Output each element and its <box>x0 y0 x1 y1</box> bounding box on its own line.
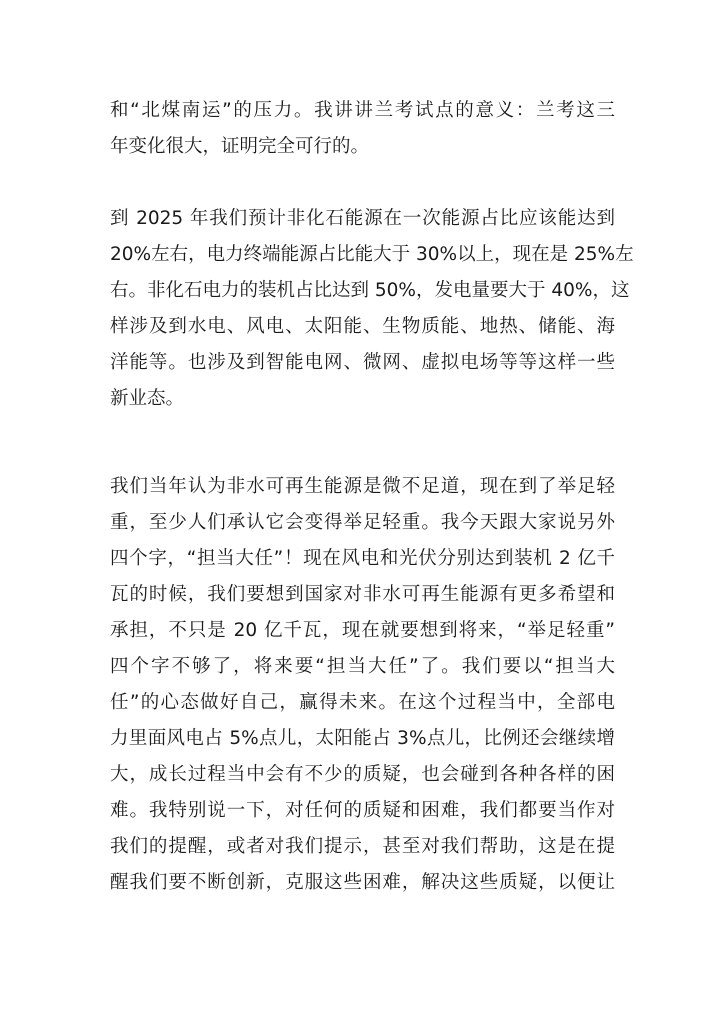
text-line: 和“北煤南运”的压力。我讲讲兰考试点的意义：兰考这三 <box>110 100 615 121</box>
text-line: 20%左右，电力终端能源占比能大于 30%以上，现在是 25%左 <box>110 244 634 265</box>
text-line: 我们的提醒，或者对我们提示，甚至对我们帮助，这是在提 <box>110 836 615 857</box>
text-line: 重，至少人们承认它会变得举足轻重。我今天跟大家说另外 <box>110 512 615 533</box>
text-line: 力里面风电占 5%点儿，太阳能占 3%点儿，比例还会继续增 <box>110 728 615 749</box>
text-line: 任”的心态做好自己，赢得未来。在这个过程当中，全部电 <box>110 692 615 713</box>
text-line: 我们当年认为非水可再生能源是微不足道，现在到了举足轻 <box>110 476 615 497</box>
text-line: 到 2025 年我们预计非化石能源在一次能源占比应该能达到 <box>110 208 615 229</box>
text-line: 样涉及到水电、风电、太阳能、生物质能、地热、储能、海 <box>110 316 615 337</box>
text-line: 四个字，“担当大任”！现在风电和光伏分别达到装机 2 亿千 <box>110 548 615 569</box>
text-line: 难。我特别说一下，对任何的质疑和困难，我们都要当作对 <box>110 800 615 821</box>
text-line: 醒我们要不断创新，克服这些困难，解决这些质疑，以便让 <box>110 872 615 893</box>
text-line: 承担，不只是 20 亿千瓦，现在就要想到将来，“举足轻重” <box>110 620 615 641</box>
text-line: 年变化很大，证明完全可行的。 <box>110 136 370 157</box>
text-line: 右。非化石电力的装机占比达到 50%，发电量要大于 40%，这 <box>110 280 630 301</box>
text-line: 新业态。 <box>110 388 185 409</box>
text-line: 大，成长过程当中会有不少的质疑，也会碰到各种各样的困 <box>110 764 615 785</box>
text-line: 洋能等。也涉及到智能电网、微网、虚拟电场等等这样一些 <box>110 352 615 373</box>
text-line: 瓦的时候，我们要想到国家对非水可再生能源有更多希望和 <box>110 584 615 605</box>
text-line: 四个字不够了，将来要“担当大任”了。我们要以“担当大 <box>110 656 615 677</box>
